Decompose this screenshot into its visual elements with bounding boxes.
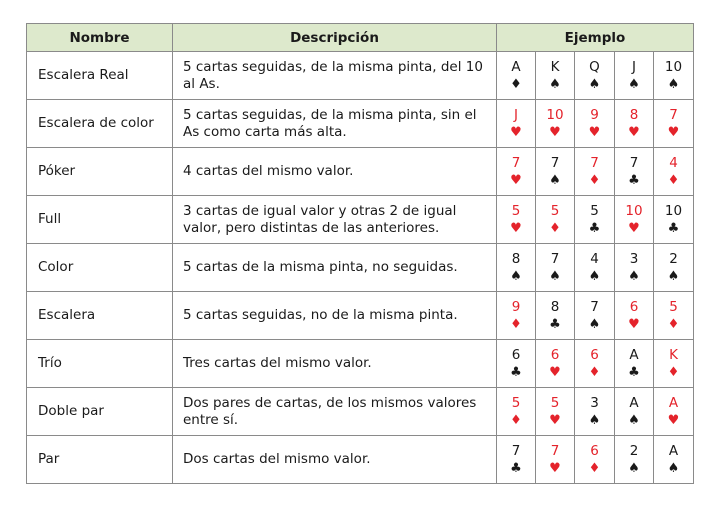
card-suit-icon: ♠ [549,172,561,188]
example-card [575,52,615,100]
example-card [654,100,694,148]
example-card [615,100,654,148]
poker-hands-table [26,23,694,484]
hand-description: Dos cartas del mismo valor. [173,436,497,484]
card-suit-icon: ♥ [667,412,680,428]
hand-description: Tres cartas del mismo valor. [173,340,497,388]
card-value: 9 [511,298,521,315]
header-example: Ejemplo [497,24,694,52]
example-card [654,148,694,196]
hand-name: Color [27,244,173,292]
hand-name: Escalera Real [27,52,173,100]
card-value: 7 [550,250,560,267]
example-card [497,196,536,244]
card-value: 8 [511,250,521,267]
card-suit-icon: ♥ [588,124,601,140]
example-card [536,436,575,484]
card-suit-icon: ♥ [549,124,561,140]
hand-name: Trío [27,340,173,388]
card-suit-icon: ♠ [628,412,640,428]
card-suit-icon: ♦ [510,76,522,92]
card-suit-icon: ♠ [667,76,680,92]
hand-description: 4 cartas del mismo valor. [173,148,497,196]
card-value: 2 [629,442,639,459]
card-value: A [668,442,679,459]
hand-name: Póker [27,148,173,196]
card-suit-icon: ♠ [588,412,601,428]
card-value: 3 [590,394,599,411]
card-suit-icon: ♠ [628,76,640,92]
example-card [654,52,694,100]
card-value: A [511,58,521,75]
card-suit-icon: ♠ [510,268,522,284]
card-suit-icon: ♣ [510,460,522,476]
card-suit-icon: ♣ [549,316,561,332]
example-card [536,196,575,244]
example-card [575,244,615,292]
table-row [27,244,694,292]
table-row [27,52,694,100]
card-value: 7 [550,442,560,459]
example-card [654,196,694,244]
example-card [654,388,694,436]
card-suit-icon: ♣ [667,220,680,236]
card-value: 4 [669,154,678,171]
card-value: 8 [550,298,560,315]
example-card [497,292,536,340]
card-value: K [669,346,678,363]
table-row [27,148,694,196]
card-suit-icon: ♠ [667,460,680,476]
example-card [615,244,654,292]
card-value: K [550,58,560,75]
table-row [27,436,694,484]
card-suit-icon: ♠ [549,76,561,92]
card-value: 7 [629,154,639,171]
card-value: 5 [590,202,599,219]
card-suit-icon: ♦ [667,316,680,332]
card-suit-icon: ♠ [588,268,601,284]
card-value: 3 [629,250,639,267]
card-suit-icon: ♦ [588,172,601,188]
example-card [654,244,694,292]
hand-description: Dos pares de cartas, de los mismos valores entre sí. [173,388,497,436]
example-card [536,148,575,196]
card-value: 10 [664,202,683,219]
example-card [654,340,694,388]
card-suit-icon: ♦ [510,412,522,428]
example-card [575,100,615,148]
hand-description: 5 cartas de la misma pinta, no seguidas. [173,244,497,292]
example-card [497,148,536,196]
card-value: 10 [625,202,643,219]
card-value: 2 [669,250,678,267]
card-value: Q [589,58,600,75]
card-suit-icon: ♦ [667,172,680,188]
card-value: 5 [669,298,678,315]
card-value: A [668,394,679,411]
hand-name: Full [27,196,173,244]
example-card [615,340,654,388]
card-value: 6 [590,346,599,363]
card-value: 5 [511,394,521,411]
example-card [575,292,615,340]
card-value: 7 [511,442,521,459]
card-suit-icon: ♦ [588,364,601,380]
card-value: 6 [629,298,639,315]
card-value: 7 [590,298,599,315]
card-suit-icon: ♦ [510,316,522,332]
card-suit-icon: ♣ [588,220,601,236]
card-value: 7 [669,106,678,123]
example-card [536,52,575,100]
card-value: 4 [590,250,599,267]
card-suit-icon: ♥ [549,364,561,380]
card-value: 5 [511,202,521,219]
card-suit-icon: ♠ [667,268,680,284]
example-card [497,52,536,100]
example-card [615,436,654,484]
card-suit-icon: ♥ [667,124,680,140]
card-value: 5 [550,202,560,219]
card-value: 7 [511,154,521,171]
card-suit-icon: ♣ [628,364,640,380]
hand-name: Escalera de color [27,100,173,148]
card-value: 5 [550,394,560,411]
hand-description: 5 cartas seguidas, no de la misma pinta. [173,292,497,340]
card-suit-icon: ♥ [628,124,640,140]
card-value: 8 [629,106,639,123]
card-value: J [632,58,636,75]
header-name: Nombre [27,24,173,52]
card-suit-icon: ♥ [510,124,522,140]
card-suit-icon: ♦ [667,364,680,380]
card-value: J [514,106,518,123]
card-suit-icon: ♥ [628,316,640,332]
table-row [27,340,694,388]
example-card [536,388,575,436]
card-value: 10 [664,58,683,75]
table-body [27,52,694,484]
example-card [497,100,536,148]
card-suit-icon: ♥ [628,220,640,236]
card-suit-icon: ♦ [588,460,601,476]
example-card [497,244,536,292]
card-value: 6 [590,442,599,459]
card-suit-icon: ♠ [588,76,601,92]
example-card [536,292,575,340]
card-suit-icon: ♠ [588,316,601,332]
hand-name: Par [27,436,173,484]
card-value: A [629,346,639,363]
card-value: 7 [550,154,560,171]
card-suit-icon: ♣ [510,364,522,380]
example-card [575,340,615,388]
card-suit-icon: ♠ [549,268,561,284]
table-row [27,388,694,436]
card-suit-icon: ♥ [510,172,522,188]
example-card [536,100,575,148]
card-value: A [629,394,639,411]
hand-name: Escalera [27,292,173,340]
example-card [615,388,654,436]
example-card [536,244,575,292]
example-card [497,436,536,484]
table-row [27,100,694,148]
example-card [497,388,536,436]
table-row [27,196,694,244]
card-value: 10 [546,106,564,123]
example-card [575,196,615,244]
card-suit-icon: ♠ [628,460,640,476]
example-card [615,148,654,196]
example-card [575,436,615,484]
poker-hands-table-container [26,23,694,484]
example-card [615,292,654,340]
header-row [27,24,694,52]
card-value: 7 [590,154,599,171]
hand-description: 5 cartas seguidas, de la misma pinta, del 10 al As. [173,52,497,100]
card-value: 9 [590,106,599,123]
card-suit-icon: ♥ [549,412,561,428]
hand-description: 3 cartas de igual valor y otras 2 de igual valor, pero distintas de las anteriores. [173,196,497,244]
card-value: 6 [550,346,560,363]
table-row [27,292,694,340]
example-card [575,148,615,196]
example-card [497,340,536,388]
card-suit-icon: ♠ [628,268,640,284]
example-card [654,436,694,484]
example-card [536,340,575,388]
card-suit-icon: ♣ [628,172,640,188]
card-suit-icon: ♥ [510,220,522,236]
card-value: 6 [511,346,521,363]
example-card [615,52,654,100]
card-suit-icon: ♦ [549,220,561,236]
example-card [654,292,694,340]
hand-description: 5 cartas seguidas, de la misma pinta, sin el As como carta más alta. [173,100,497,148]
hand-name: Doble par [27,388,173,436]
example-card [575,388,615,436]
example-card [615,196,654,244]
card-suit-icon: ♥ [549,460,561,476]
header-description: Descripción [173,24,497,52]
